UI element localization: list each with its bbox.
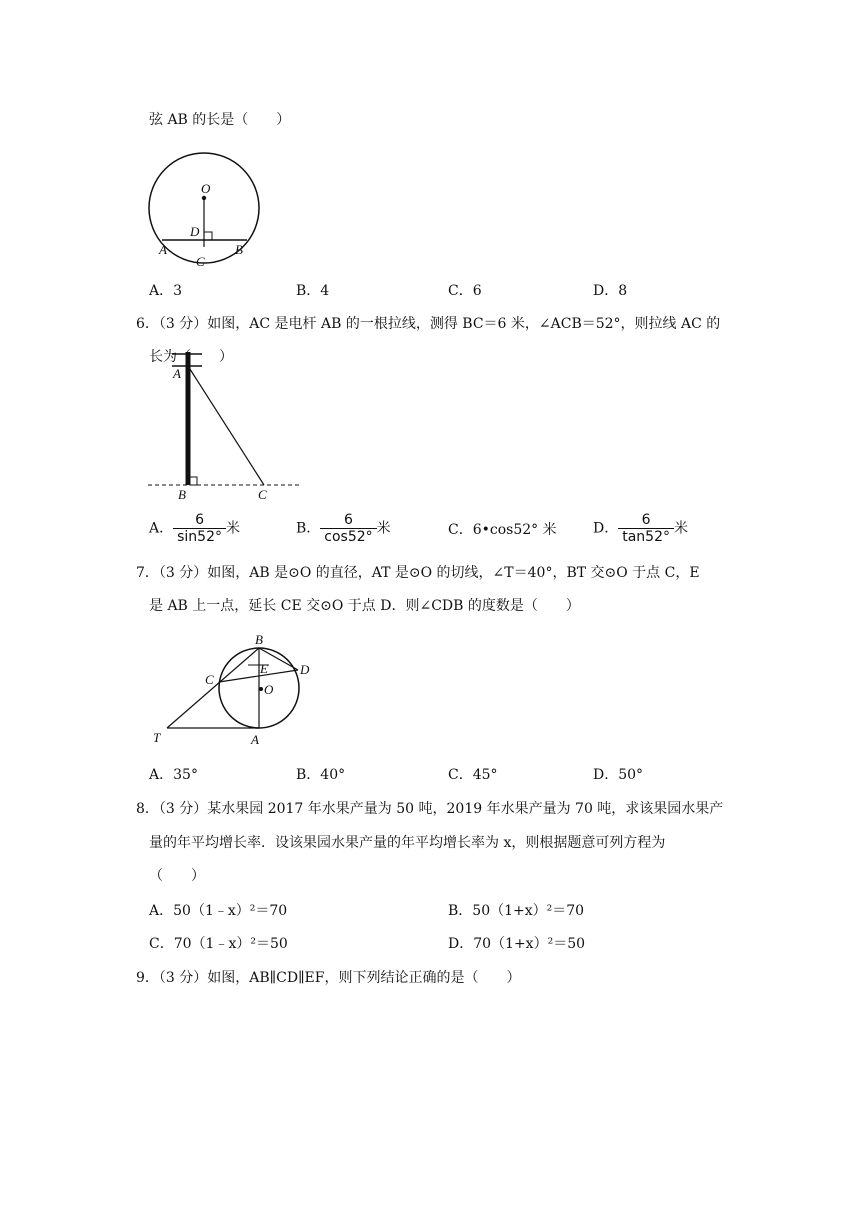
fraction: $\frac{6}{\sin 52^\circ}$ (173, 512, 226, 545)
label-B: B (255, 632, 263, 647)
q7-circle-figure (145, 630, 320, 750)
label-O: O (264, 682, 274, 697)
q8-stem-line1: 8．（3 分）某水果园 2017 年水果产量为 50 吨，2019 年水果产量为 70 吨，求该果园水果产 (136, 801, 724, 817)
q5-option-c: C．6 (448, 283, 482, 299)
label-A: A (159, 242, 167, 257)
fraction: $\frac{6}{\tan 52^\circ}$ (618, 512, 674, 545)
q6-option-c: C．6•cos52° 米 (448, 522, 557, 538)
label-B: B (235, 242, 243, 257)
fraction: $\frac{6}{\cos 52^\circ}$ (320, 512, 376, 545)
label-D: D (300, 662, 310, 677)
q7-stem-line1: 7．（3 分）如图，AB 是⊙O 的直径，AT 是⊙O 的切线，∠T＝40°，BT 交⊙O 于点 C，E (136, 565, 700, 581)
label-C: C (258, 487, 267, 502)
label-D: D (190, 224, 200, 239)
q6-option-d: D． $\frac{6}{\tan 52^\circ}$ 米 (593, 512, 688, 545)
q7-option-b: B．40° (296, 767, 346, 783)
label-T: T (153, 730, 161, 745)
label-A: A (251, 732, 259, 747)
q7-option-d: D．50° (593, 767, 644, 783)
q8-stem-line2: 量的年平均增长率．设该果园水果产量的年平均增长率为 x，则根据题意可列方程为 (149, 835, 666, 851)
q5-option-d: D．8 (593, 283, 628, 299)
label-B: B (178, 487, 186, 502)
q6-stem-line2: 长为（ ） (149, 349, 233, 365)
q5-circle-figure (140, 150, 270, 275)
q8-option-d: D．70（1+x）²＝50 (448, 936, 586, 952)
q8-option-c: C．70（1﹣x）²＝50 (149, 936, 288, 952)
label-E: E (260, 661, 268, 676)
q6-stem-line1: 6．（3 分）如图，AC 是电杆 AB 的一根拉线，测得 BC＝6 米，∠ACB＝52°，则拉线 AC 的 (136, 316, 721, 332)
q8-option-a: A．50（1﹣x）²＝70 (149, 903, 288, 919)
q6-option-b: B． $\frac{6}{\cos 52^\circ}$ 米 (296, 512, 391, 545)
q8-option-b: B．50（1+x）²＝70 (448, 903, 585, 919)
label-A: A (173, 366, 181, 381)
q5-stem-tail: 弦 AB 的长是（ ） (149, 112, 291, 128)
label-C: C (196, 254, 205, 269)
q5-option-a: A．3 (149, 283, 183, 299)
q9-stem-line1: 9．（3 分）如图，AB∥CD∥EF，则下列结论正确的是（ ） (136, 970, 521, 986)
q7-option-a: A．35° (149, 767, 198, 783)
q8-stem-line3: （ ） (149, 868, 205, 884)
q7-stem-line2: 是 AB 上一点，延长 CE 交⊙O 于点 D．则∠CDB 的度数是（ ） (149, 598, 580, 614)
q5-option-b: B．4 (296, 283, 330, 299)
label-C: C (205, 672, 214, 687)
q6-pole-figure (140, 348, 310, 503)
q7-option-c: C．45° (448, 767, 498, 783)
q6-option-a: A． $\frac{6}{\sin 52^\circ}$ 米 (149, 512, 240, 545)
label-O: O (201, 181, 211, 196)
